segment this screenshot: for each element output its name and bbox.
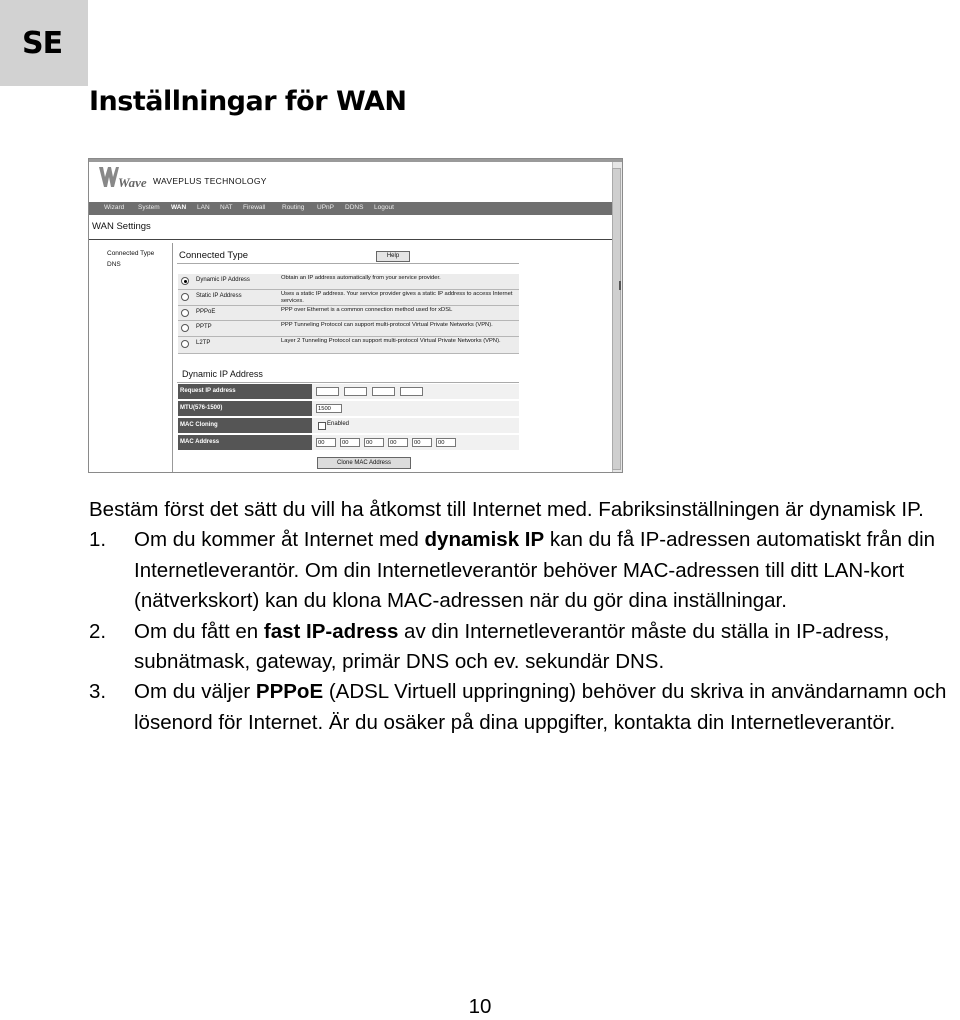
nav-item-wizard[interactable]: Wizard <box>104 204 125 211</box>
mac-address-label: MAC Address <box>178 435 312 450</box>
connection-type-description: Obtain an IP address automatically from your service provider. <box>281 275 441 281</box>
list-number: 2. <box>89 619 107 643</box>
list-item <box>89 617 960 678</box>
help-button[interactable]: Help <box>376 251 410 262</box>
nav-item-nat[interactable]: NAT <box>220 204 233 211</box>
sidebar-item-dns[interactable]: DNS <box>107 261 121 268</box>
waveplus-logo <box>97 165 147 191</box>
nav-item-system[interactable]: System <box>138 204 160 211</box>
list-number: 1. <box>89 528 107 552</box>
scrollbar-thumb[interactable] <box>612 168 621 470</box>
list-emphasis: dynamisk IP <box>424 528 545 552</box>
language-tab <box>0 0 88 86</box>
window-top-bar <box>89 159 622 162</box>
sidebar-item-connected-type[interactable]: Connected Type <box>107 250 155 257</box>
request-ip-row <box>178 384 519 400</box>
request-ip-octet-2[interactable] <box>344 387 367 396</box>
connection-type-description: PPP over Ethernet is a common connection method used for xDSL <box>281 307 453 313</box>
mac-address-row <box>178 435 519 451</box>
connection-type-row[interactable] <box>178 274 519 290</box>
list-emphasis: fast IP-adress <box>263 619 399 643</box>
section-divider <box>89 239 613 240</box>
nav-item-routing[interactable]: Routing <box>282 204 305 211</box>
mac-cloning-checkbox[interactable] <box>318 422 326 430</box>
company-name: WAVEPLUS TECHNOLOGY <box>153 176 267 186</box>
nav-item-upnp[interactable]: UPnP <box>317 204 334 211</box>
dynamic-ip-divider <box>177 382 519 383</box>
mtu-label: MTU(576-1500) <box>178 401 312 416</box>
steps-list <box>89 525 960 738</box>
nav-item-wan[interactable]: WAN <box>171 204 187 211</box>
request-ip-label: Request IP address <box>178 384 312 399</box>
static-ip-radio[interactable] <box>181 293 189 301</box>
nav-item-ddns[interactable]: DDNS <box>345 204 364 211</box>
connection-type-label: Dynamic IP Address <box>196 277 250 283</box>
mac-octet-2[interactable]: 00 <box>340 438 360 447</box>
connection-type-description: PPP Tunneling Protocol can support multi-protocol Virtual Private Networks (VPN). <box>281 322 493 328</box>
list-number: 3. <box>89 680 107 704</box>
connection-type-label: L2TP <box>196 340 211 346</box>
connected-type-divider <box>177 263 519 264</box>
connection-type-description: Uses a static IP address. Your service provider gives a static IP address to access Internet services. <box>281 291 513 304</box>
connection-type-label: PPTP <box>196 324 212 330</box>
dynamic-ip-radio[interactable] <box>181 277 189 285</box>
connection-type-label: PPPoE <box>196 309 216 315</box>
mac-cloning-label: MAC Cloning <box>178 418 312 433</box>
page-title: Inställningar för WAN <box>89 86 407 117</box>
connection-type-description: Layer 2 Tunneling Protocol can support multi-protocol Virtual Private Networks (VPN). <box>281 338 501 344</box>
list-text: (ADSL Virtuell uppringning) behöver du skriva in användarnamn och lösenord för Internet. Är du osäker på dina uppgifter, kontakta din Internetleverantör. <box>134 680 947 734</box>
nav-bar <box>89 202 613 215</box>
l2tp-radio[interactable] <box>181 340 189 348</box>
nav-item-logout[interactable]: Logout <box>374 204 394 211</box>
dynamic-ip-title: Dynamic IP Address <box>182 369 263 379</box>
sidebar-divider <box>172 243 173 472</box>
list-text: kan du få IP-adressen automatiskt från din Internetleverantör. Om din Internetleverantör behöver MAC-adressen till ditt LAN-kort (nätverkskort) kan du klona MAC-adressen när du gör dina inställningar. <box>134 528 936 613</box>
list-text: Om du väljer <box>134 680 256 704</box>
pptp-radio[interactable] <box>181 324 189 332</box>
instructions <box>89 495 960 738</box>
list-text: Om du kommer åt Internet med <box>134 528 425 552</box>
nav-item-lan[interactable]: LAN <box>197 204 210 211</box>
language-code: SE <box>22 26 63 61</box>
intro-paragraph: Bestäm först det sätt du vill ha åtkomst till Internet med. Fabriksinställningen är dynamisk IP. <box>89 498 924 521</box>
mac-octet-1[interactable]: 00 <box>316 438 336 447</box>
list-text: Om du fått en <box>134 619 264 643</box>
pppoe-radio[interactable] <box>181 309 189 317</box>
request-ip-octet-4[interactable] <box>400 387 423 396</box>
mtu-input[interactable]: 1500 <box>316 404 342 413</box>
connection-type-row[interactable] <box>178 321 519 337</box>
mac-octet-5[interactable]: 00 <box>412 438 432 447</box>
list-item <box>89 677 960 738</box>
mac-cloning-row <box>178 418 519 434</box>
clone-mac-button[interactable]: Clone MAC Address <box>317 457 411 469</box>
mac-cloning-option: Enabled <box>327 421 350 427</box>
request-ip-octet-3[interactable] <box>372 387 395 396</box>
scrollbar[interactable] <box>612 162 622 472</box>
page-number: 10 <box>468 995 492 1018</box>
connection-type-label: Static IP Address <box>196 293 242 299</box>
mac-octet-3[interactable]: 00 <box>364 438 384 447</box>
connection-type-row[interactable] <box>178 306 519 321</box>
section-title: WAN Settings <box>92 221 151 232</box>
list-item <box>89 525 960 616</box>
side-marker <box>619 281 621 290</box>
logo-text: Wave <box>118 175 147 190</box>
connection-type-row[interactable] <box>178 290 519 306</box>
mac-octet-4[interactable]: 00 <box>388 438 408 447</box>
list-text: av din Internetleverantör måste du ställa in IP-adress, subnätmask, gateway, primär DNS och ev. sekundär DNS. <box>134 619 890 674</box>
mtu-row <box>178 401 519 417</box>
list-emphasis: PPPoE <box>255 680 324 704</box>
nav-item-firewall[interactable]: Firewall <box>243 204 266 211</box>
mac-octet-6[interactable]: 00 <box>436 438 456 447</box>
connected-type-title: Connected Type <box>179 250 249 261</box>
router-settings-screenshot <box>88 158 623 473</box>
request-ip-octet-1[interactable] <box>316 387 339 396</box>
connection-type-row[interactable] <box>178 337 519 354</box>
